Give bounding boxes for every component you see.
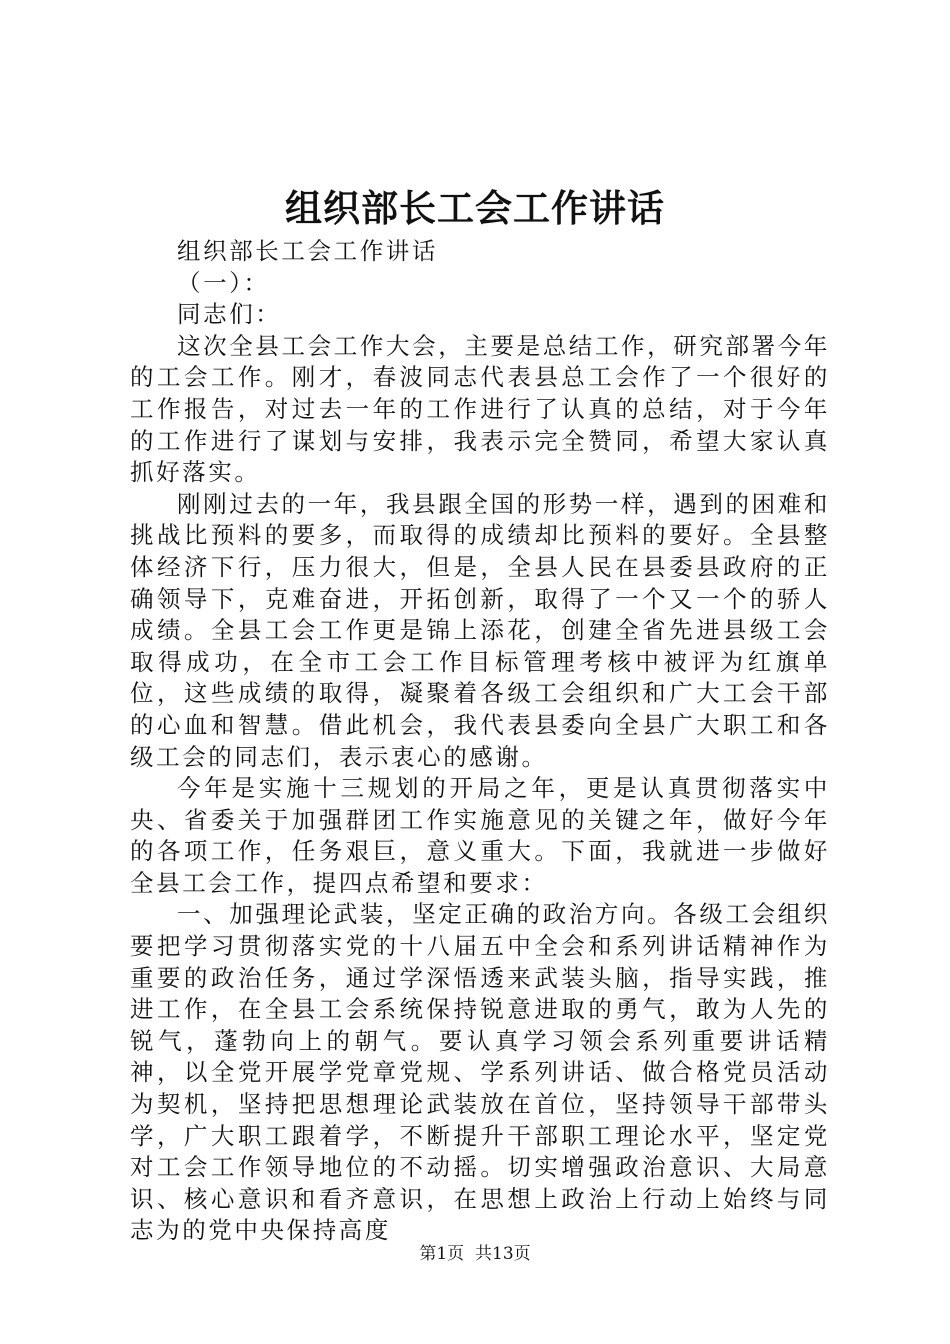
body-paragraph-salutation: 同志们：	[177, 300, 282, 329]
body-paragraph: 这次全县工会工作大会，主要是总结工作，研究部署今年的工会工作。刚才，春波同志代表县总工会作了一个很好的工作报告，对过去一年的工作进行了认真的总结，对于今年的工作进行了谋划与安排，我表示完全赞同，希望大家认真抓好落实。	[130, 331, 830, 487]
body-paragraph-section-marker: （一）：	[177, 268, 270, 297]
body-paragraph: 一、加强理论武装，坚定正确的政治方向。各级工会组织要把学习贯彻落实党的十八届五中全会和系列讲话精神作为重要的政治任务，通过学深悟透来武装头脑，指导实践，推进工作，在全县工会系统保持锐意进取的勇气，敢为人先的锐气，蓬勃向上的朝气。要认真学习领会系列重要讲话精神，以全党开展学党章党规、学系列讲话、做合格党员活动为契机，坚持把思想理论武装放在首位，坚持领导干部带头学，广大职工跟着学，不断提升干部职工理论水平，坚定党对工会工作领导地位的不动摇。切实增强政治意识、大局意识、核心意识和看齐意识，在思想上政治上行动上始终与同志为的党中央保持高度	[130, 900, 830, 1245]
body-paragraph: 今年是实施十三规划的开局之年，更是认真贯彻落实中央、省委关于加强群团工作实施意见的关键之年，做好今年的各项工作，任务艰巨，意义重大。下面，我就进一步做好全县工会工作，提四点希望和要求：	[130, 774, 830, 897]
document-body	[130, 236, 830, 1247]
page-total: 共13页	[475, 1244, 531, 1264]
document-title: 组织部长工会工作讲话	[285, 186, 665, 230]
page-footer	[0, 1242, 950, 1266]
body-paragraph-subtitle: 组织部长工会工作讲话	[177, 237, 438, 265]
body-paragraph: 刚刚过去的一年，我县跟全国的形势一样，遇到的困难和挑战比预料的要多，而取得的成绩却比预料的要好。全县整体经济下行，压力很大，但是，全县人民在县委县政府的正确领导下，克难奋进，开拓创新，取得了一个又一个的骄人成绩。全县工会工作更是锦上添花，创建全省先进县级工会取得成功，在全市工会工作目标管理考核中被评为红旗单位，这些成绩的取得，凝聚着各级工会组织和广大工会干部的心血和智慧。借此机会，我代表县委向全县广大职工和各级工会的同志们，表示衷心的感谢。	[130, 489, 830, 771]
page-number: 第1页	[419, 1244, 465, 1264]
